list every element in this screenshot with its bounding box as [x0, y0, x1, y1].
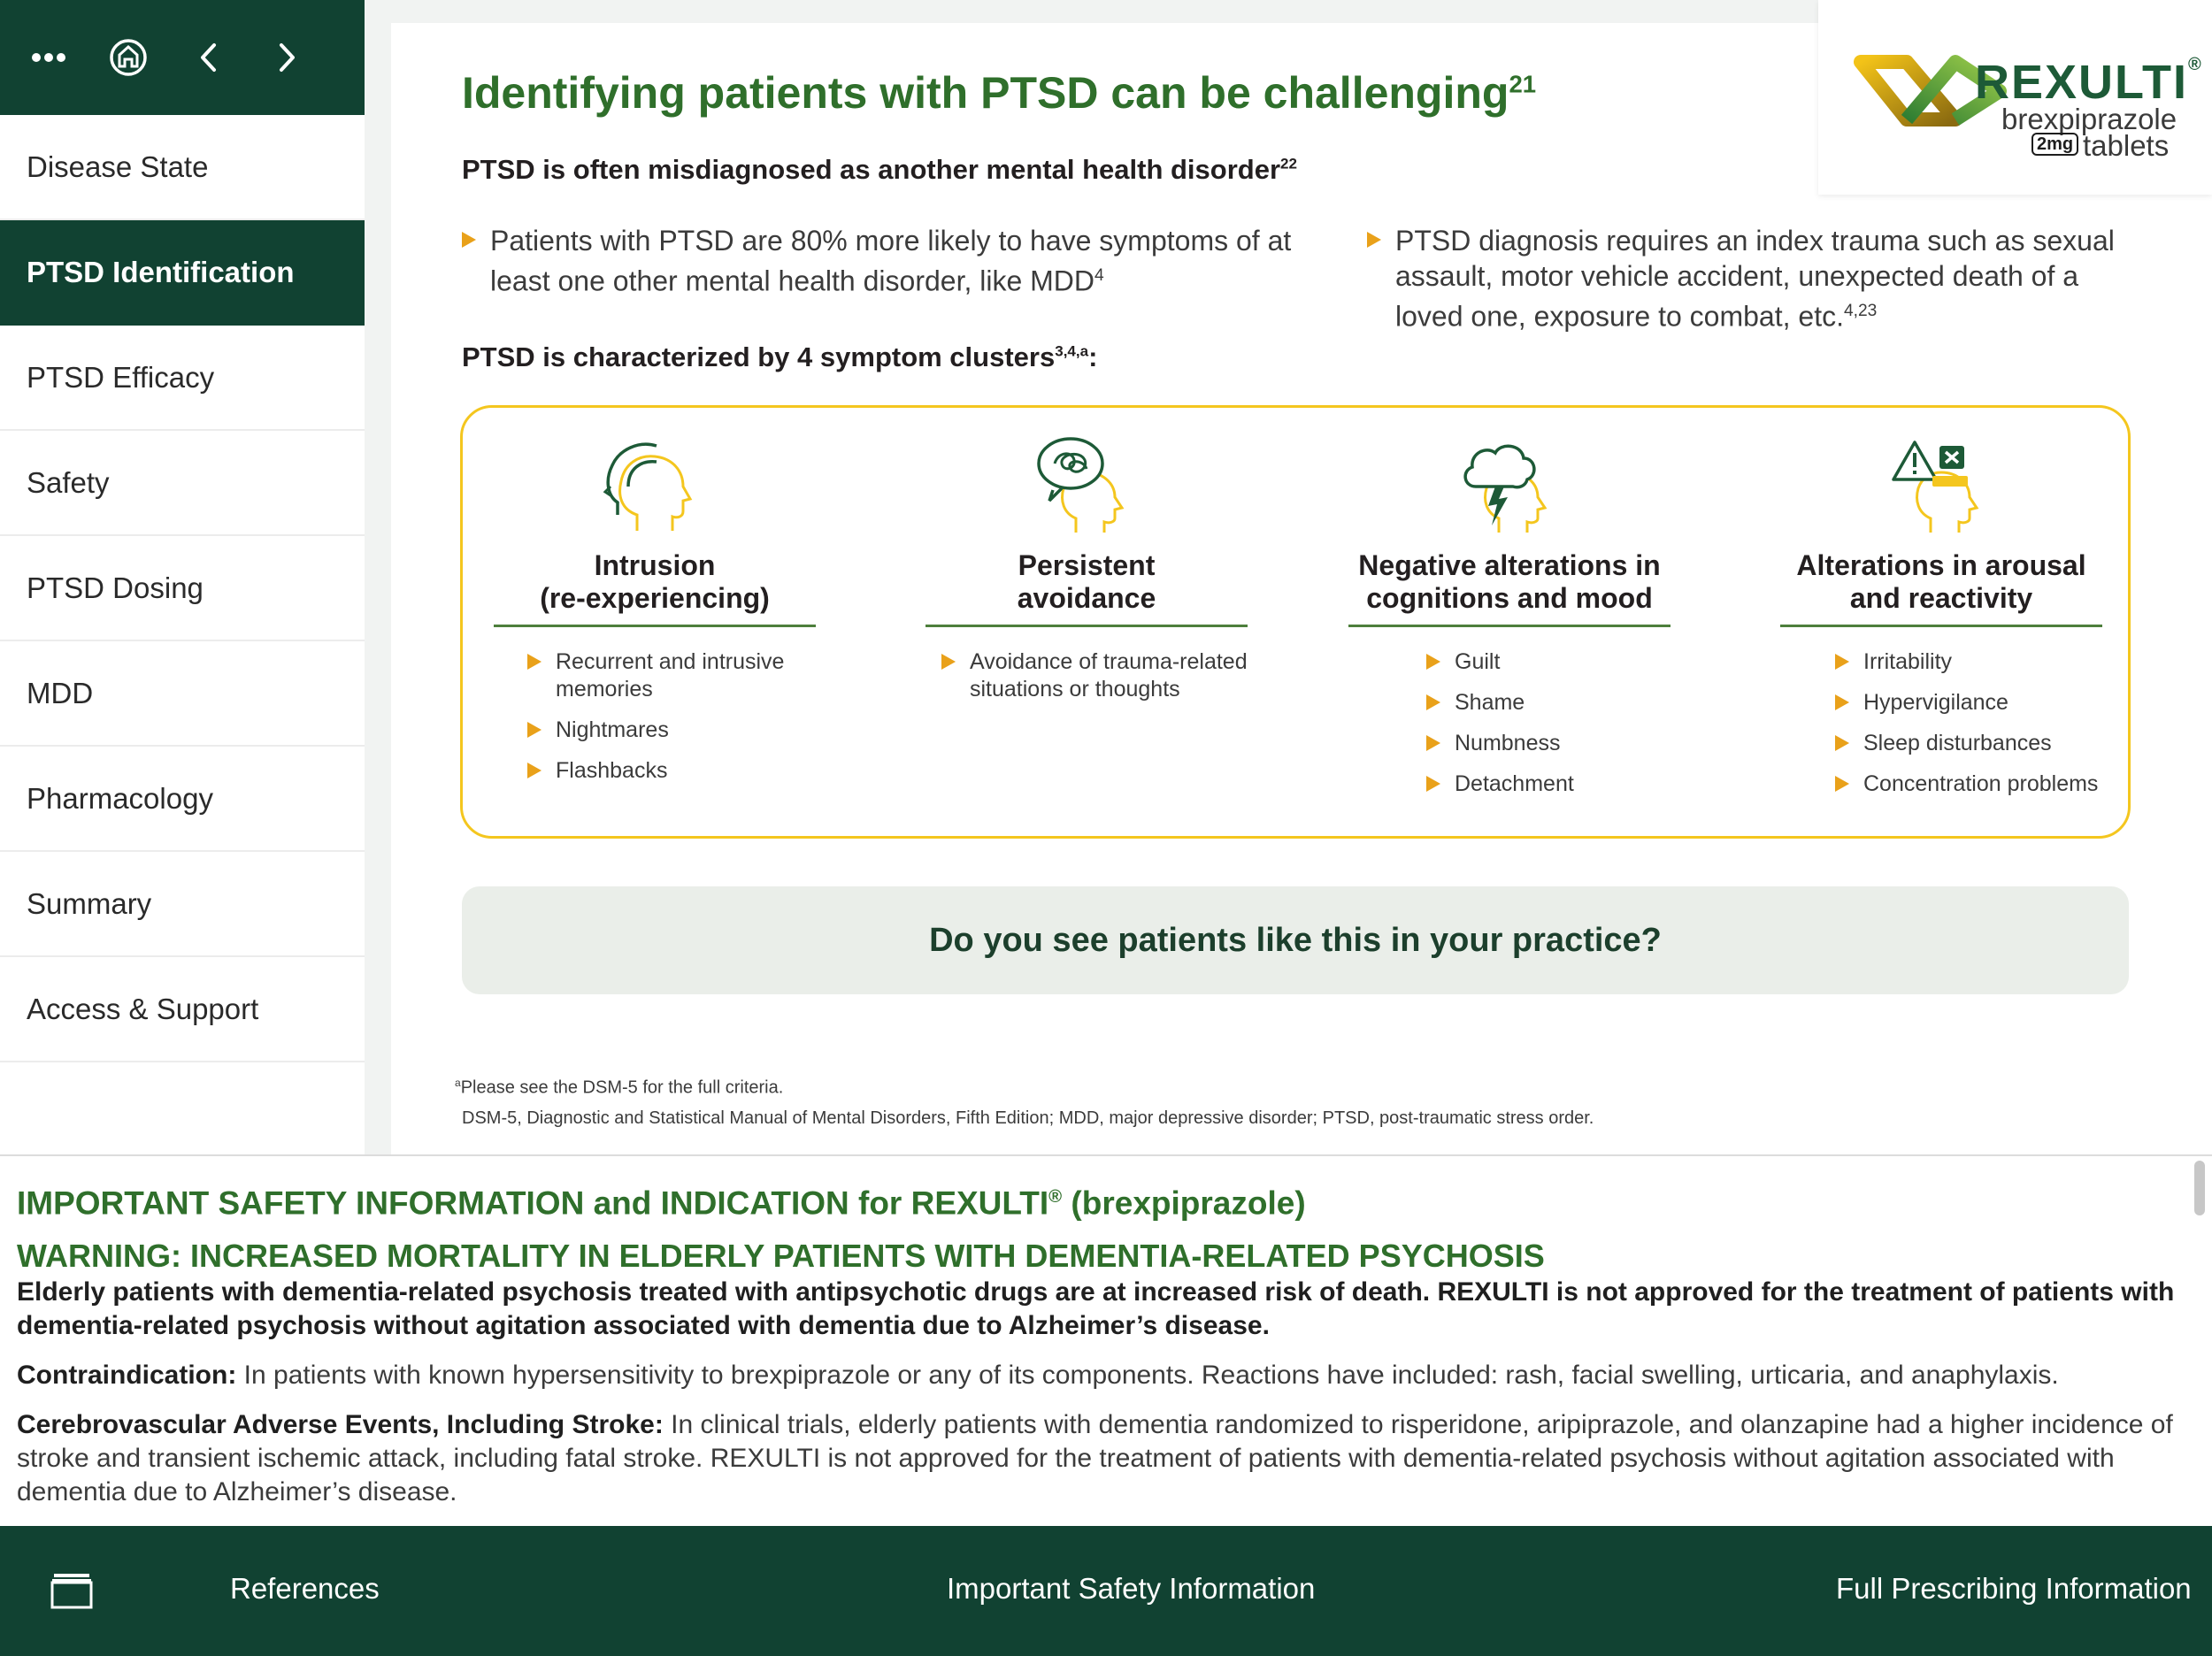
- cluster-title: Negative alterations in cognitions and mood: [1358, 549, 1661, 614]
- head-memory-icon: [602, 433, 708, 540]
- abbreviations: DSM-5, Diagnostic and Statistical Manual of Mental Disorders, Fifth Edition; MDD, major depressive disorder; PTSD, post-traumatic stress order.: [462, 1108, 1594, 1128]
- list-item: Nightmares: [556, 717, 816, 744]
- cluster-title: Persistent avoidance: [1017, 549, 1156, 614]
- sidebar-item-disease-state[interactable]: Disease State: [0, 115, 365, 220]
- head-alert-icon: [1888, 433, 1994, 540]
- head-thought-bubble-icon: [1033, 433, 1140, 540]
- list-item: Concentration problems: [1863, 770, 2102, 798]
- contraindication-paragraph: Contraindication: In patients with known hypersensitivity to brexpiprazole or any of its components. Reactions have included: rash, facial swelling, urticaria, and anaphylaxis.: [17, 1361, 2059, 1391]
- logo-dose: 2mg: [2032, 133, 2078, 156]
- sidebar-item-safety[interactable]: Safety: [0, 431, 365, 536]
- isi-panel[interactable]: [0, 1154, 2212, 1526]
- list-item: Flashbacks: [556, 757, 816, 785]
- list-item: Shame: [1455, 689, 1671, 717]
- more-icon[interactable]: [27, 35, 71, 80]
- back-arrow-icon[interactable]: [186, 35, 230, 80]
- folder-icon[interactable]: [50, 1572, 93, 1609]
- sidebar: [0, 0, 365, 1154]
- list-item: Recurrent and intrusive memories: [556, 648, 816, 703]
- sidebar-item-access-support[interactable]: Access & Support: [0, 957, 365, 1062]
- comorbidity-bullet: Patients with PTSD are 80% more likely to have symptoms of at least one other mental health disorder, like MDD$^4$: [462, 223, 1338, 299]
- list-item: Guilt: [1455, 648, 1671, 676]
- cluster-title: Intrusion (re-experiencing): [540, 549, 770, 614]
- list-item: Irritability: [1863, 648, 2102, 676]
- sidebar-item-pharmacology[interactable]: Pharmacology: [0, 747, 365, 852]
- home-icon[interactable]: [106, 35, 150, 80]
- cta-question-banner[interactable]: Do you see patients like this in your practice?: [462, 886, 2129, 994]
- cluster-negative-alterations: [1348, 416, 1671, 811]
- sidebar-item-ptsd-efficacy[interactable]: PTSD Efficacy: [0, 326, 365, 431]
- list-item: Detachment: [1455, 770, 1671, 798]
- page-title: Identifying patients with PTSD can be challenging$^{21}$: [462, 68, 1537, 118]
- sidebar-item-summary[interactable]: Summary: [0, 852, 365, 957]
- cluster-avoidance: [926, 416, 1248, 717]
- list-item: Sleep disturbances: [1863, 730, 2102, 757]
- list-item: Hypervigilance: [1863, 689, 2102, 717]
- cluster-title: Alterations in arousal and reactivity: [1796, 549, 2086, 614]
- isi-heading: IMPORTANT SAFETY INFORMATION and INDICATION for REXULTI® (brexpiprazole): [17, 1184, 1306, 1222]
- head-storm-cloud-icon: [1456, 433, 1563, 540]
- list-item: Numbness: [1455, 730, 1671, 757]
- boxed-warning-heading: WARNING: INCREASED MORTALITY IN ELDERLY PATIENTS WITH DEMENTIA-RELATED PSYCHOSIS: [17, 1238, 1545, 1275]
- references-link[interactable]: References: [230, 1572, 380, 1605]
- bottom-bar: [0, 1526, 2212, 1656]
- important-safety-information-link[interactable]: Important Safety Information: [947, 1572, 1316, 1605]
- sidebar-item-ptsd-identification[interactable]: PTSD Identification: [0, 220, 365, 326]
- full-prescribing-information-link[interactable]: Full Prescribing Information: [1836, 1572, 2192, 1605]
- list-item: Avoidance of trauma-related situations or thoughts: [970, 649, 1248, 702]
- boxed-warning-text: Elderly patients with dementia-related psychosis treated with antipsychotic drugs are at increased risk of death. REXULTI is not approved for the treatment of patients with dementia-related psychosis without agitation associated with dementia due to Alzheimer’s disease.: [17, 1277, 2175, 1341]
- logo-brand: REXULTI®: [1975, 55, 2203, 109]
- sidebar-item-ptsd-dosing[interactable]: PTSD Dosing: [0, 536, 365, 641]
- cluster-arousal-reactivity: [1780, 416, 2102, 811]
- symptom-clusters-subhead: PTSD is characterized by 4 symptom clusters$^{3,4,a}$:: [462, 341, 1098, 372]
- logo-form: tablets: [2083, 129, 2170, 162]
- cluster-intrusion: [494, 416, 816, 798]
- forward-arrow-icon[interactable]: [265, 35, 310, 80]
- diagnosis-bullet: PTSD diagnosis requires an index trauma such as sexual assault, motor vehicle accident, unexpected death of a loved one, exposure to combat, etc.$^{4,23}$: [1367, 223, 2146, 334]
- cerebrovascular-paragraph: Cerebrovascular Adverse Events, Including Stroke: In clinical trials, elderly patients with dementia randomized to risperidone, aripiprazole, and olanzapine had a higher incidence of stroke and transient ischemic attack, including fatal stroke. REXULTI is not approved for the treatment of patients with dementia-related psychosis without agitation associated with dementia due to Alzheimer’s disease.: [17, 1410, 2173, 1507]
- footnote: $^a$Please see the DSM-5 for the full criteria.: [455, 1077, 784, 1098]
- isi-scrollbar[interactable]: [2194, 1161, 2205, 1215]
- sidebar-toolbar: [0, 0, 365, 115]
- sidebar-item-mdd[interactable]: MDD: [0, 641, 365, 747]
- logo-generic: brexpiprazole: [2001, 103, 2177, 135]
- misdiagnosis-subhead: PTSD is often misdiagnosed as another mental health disorder$^{22}$: [462, 154, 1297, 185]
